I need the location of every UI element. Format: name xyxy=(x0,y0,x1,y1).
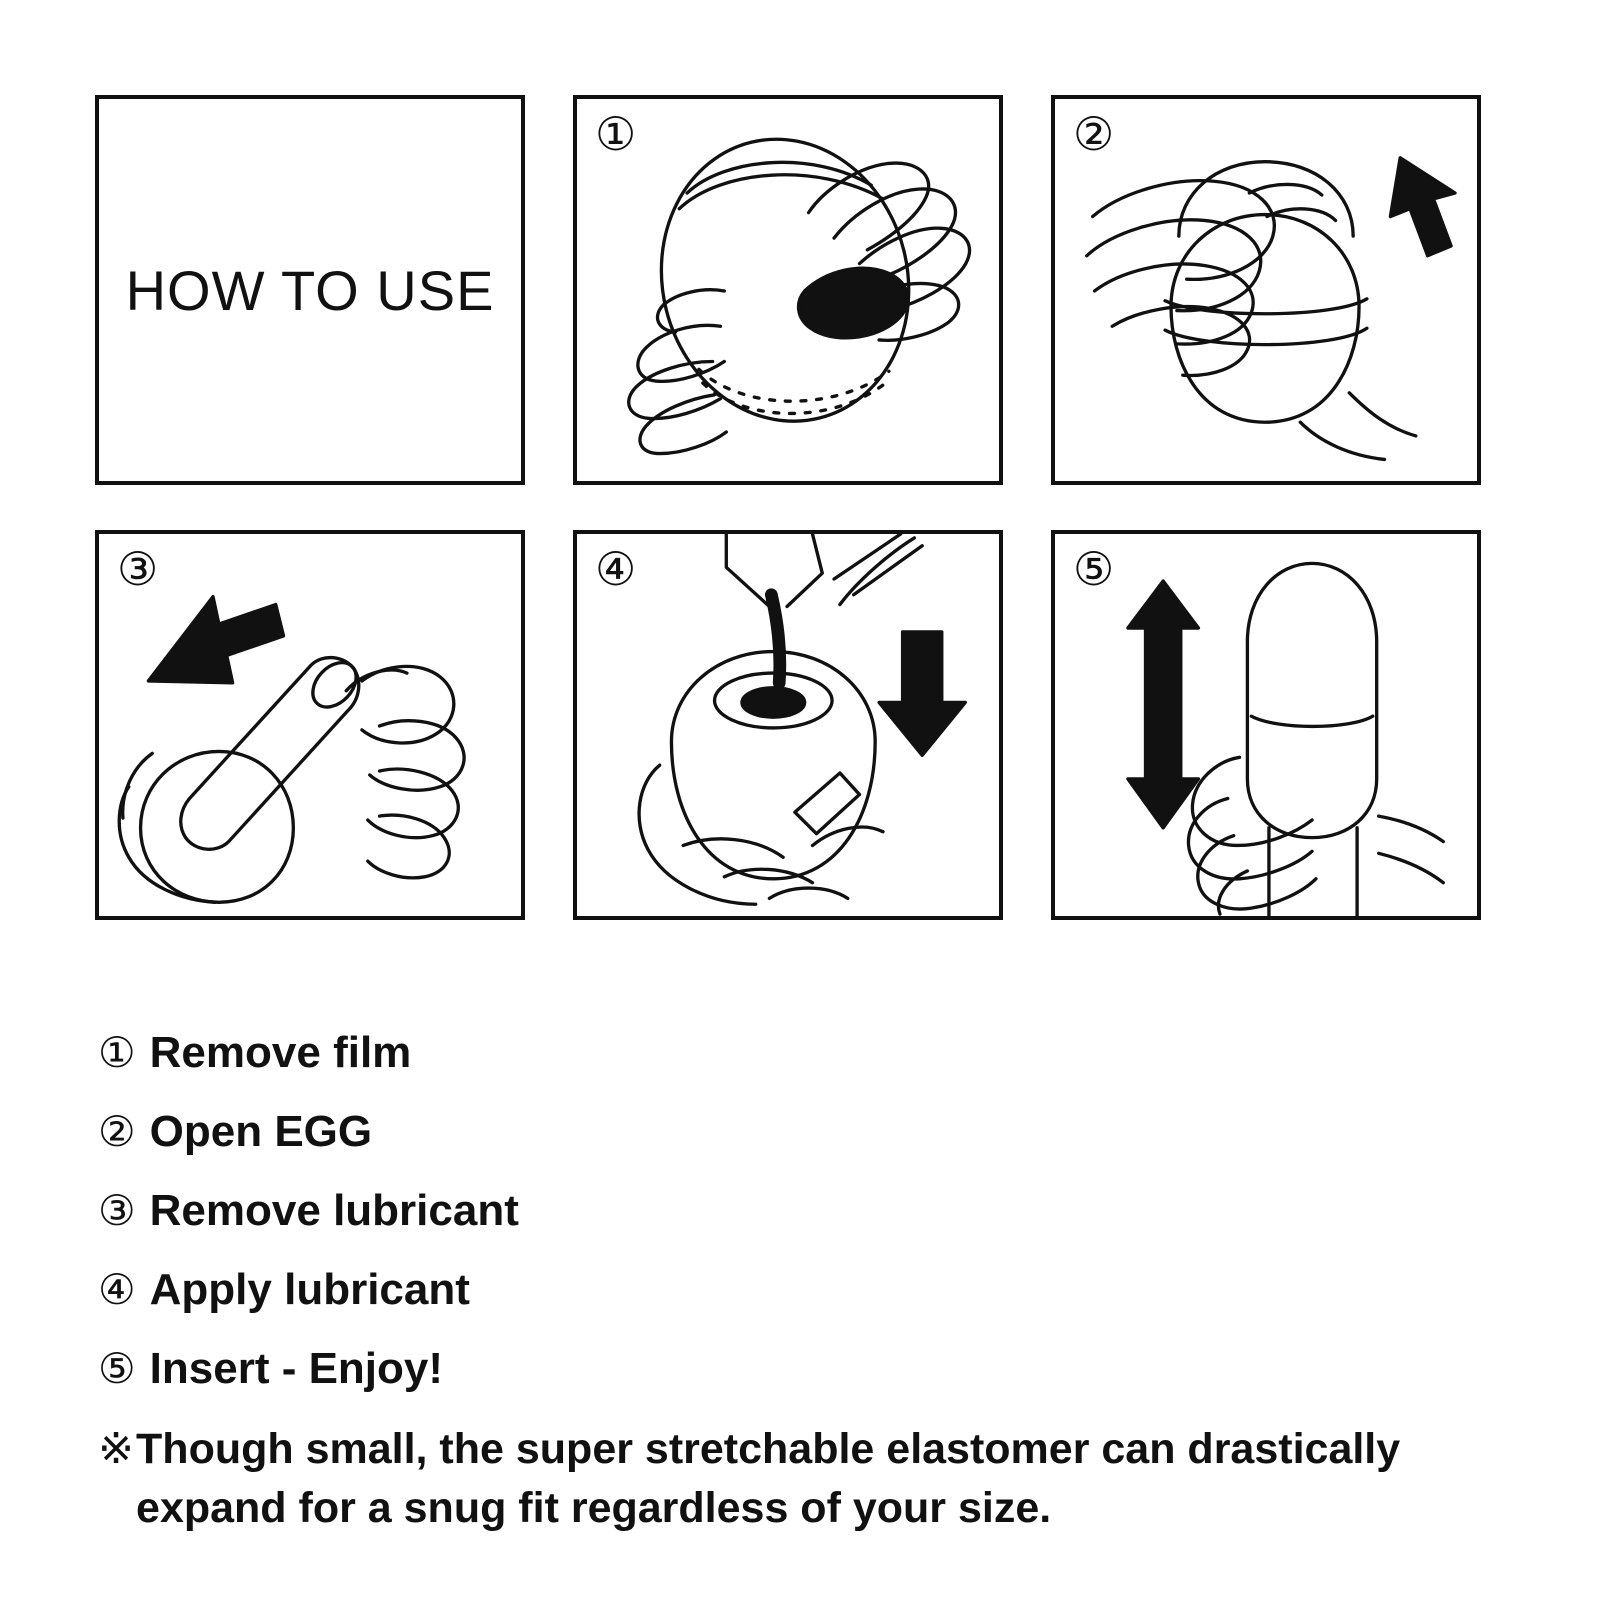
step-panel-4 xyxy=(573,530,1003,920)
legend-marker-4: ④ xyxy=(98,1265,136,1315)
legend-label-2: Open EGG xyxy=(149,1107,373,1157)
remove-lubricant-illustration xyxy=(99,534,521,916)
title-panel xyxy=(95,95,525,485)
legend-marker-1: ① xyxy=(98,1028,136,1077)
page-title: HOW TO USE xyxy=(125,258,495,322)
remove-film-illustration xyxy=(577,99,999,481)
legend-marker-3: ③ xyxy=(98,1186,136,1236)
step-number-2: ② xyxy=(1073,107,1115,161)
list-item xyxy=(98,1020,1518,1085)
list-item xyxy=(98,1336,1518,1401)
list-item xyxy=(98,1099,1518,1164)
footnote-marker: ※ xyxy=(98,1423,135,1474)
list-item xyxy=(98,1257,1518,1322)
step-panel-5 xyxy=(1051,530,1481,920)
legend-marker-2: ② xyxy=(98,1107,136,1157)
step-panel-1 xyxy=(573,95,1003,485)
step-panel-3 xyxy=(95,530,525,920)
step-number-3: ③ xyxy=(117,542,159,596)
step-number-5: ⑤ xyxy=(1073,542,1115,596)
legend-label-1: Remove film xyxy=(149,1028,412,1077)
footnote-text: Though small, the super stretchable elastomer can drastically expand for a snug fit regardless of your size. xyxy=(136,1424,1401,1532)
legend-label-5: Insert - Enjoy! xyxy=(149,1344,444,1394)
open-egg-illustration xyxy=(1055,99,1477,481)
panel-grid xyxy=(95,95,1485,920)
legend-label-3: Remove lubricant xyxy=(149,1186,519,1236)
list-item xyxy=(98,1178,1518,1243)
insert-enjoy-illustration xyxy=(1055,534,1477,916)
footnote xyxy=(98,1420,1518,1539)
step-panel-2 xyxy=(1051,95,1481,485)
step-number-1: ① xyxy=(595,107,637,161)
apply-lubricant-illustration xyxy=(577,534,999,916)
legend-marker-5: ⑤ xyxy=(98,1344,136,1394)
legend-list xyxy=(98,1020,1518,1538)
legend-label-4: Apply lubricant xyxy=(149,1265,470,1315)
step-number-4: ④ xyxy=(595,542,637,596)
